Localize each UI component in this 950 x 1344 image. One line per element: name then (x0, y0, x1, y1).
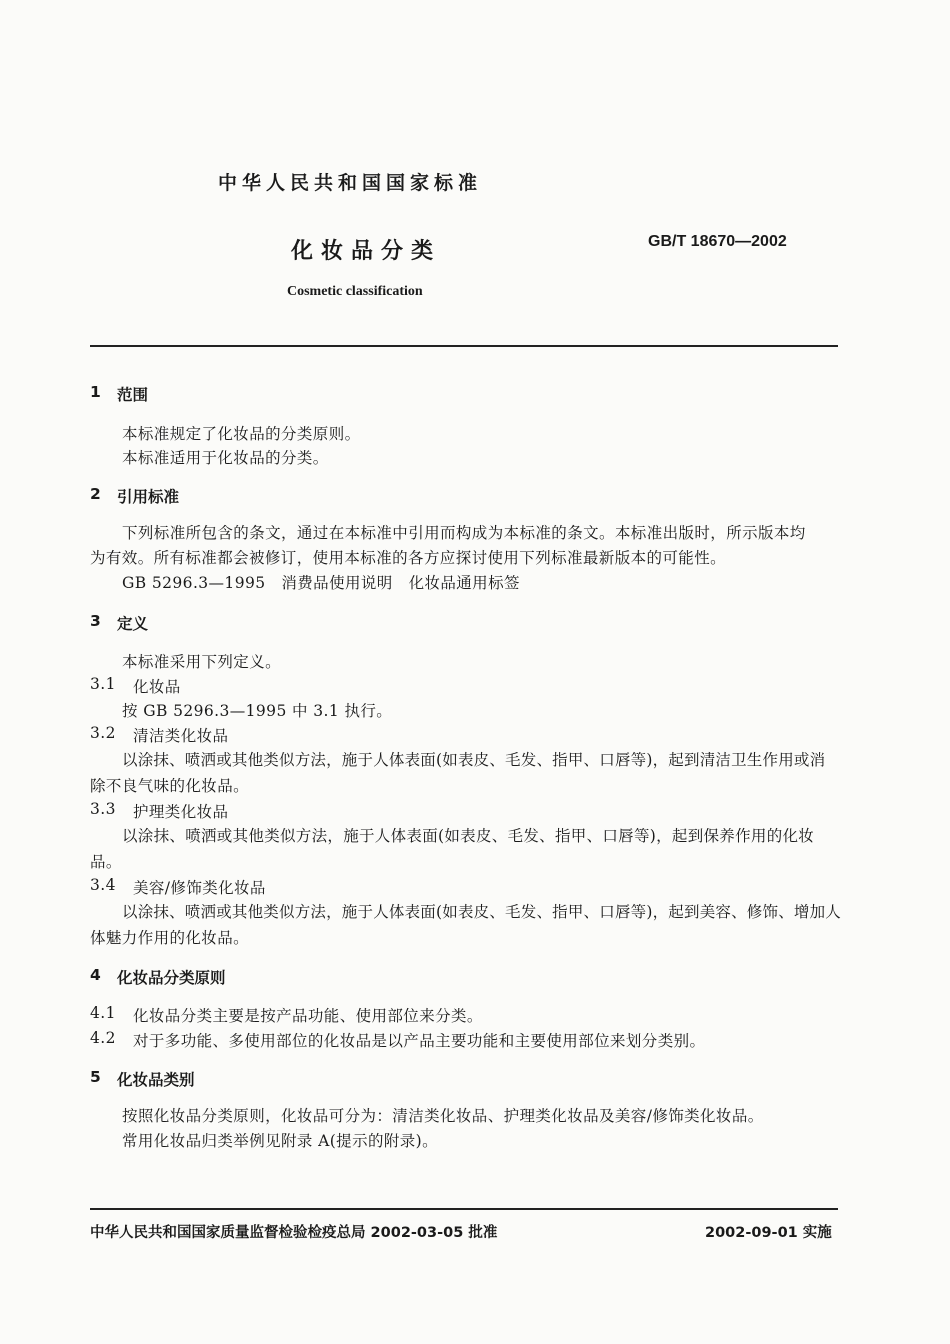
section-1-title: 范围 (117, 386, 149, 404)
definition-3-4-term: 美容/修饰类化妆品 (133, 879, 266, 897)
approval-statement: 中华人民共和国国家质量监督检验检疫总局 2002-03-05 批准 (90, 1225, 498, 1241)
clause-4-1-number: 4.1 (90, 1004, 116, 1022)
section-3-title: 定义 (117, 615, 149, 633)
header-rule (90, 345, 838, 347)
definition-3-4-number: 3.4 (90, 876, 116, 894)
definition-3-2-line-1: 以涂抹、喷洒或其他类似方法，施于人体表面(如表皮、毛发、指甲、口唇等)，起到清洁卫生作用或消 (122, 751, 826, 769)
definition-3-3-line-2: 品。 (90, 853, 122, 871)
section-2-title: 引用标准 (117, 488, 180, 506)
definition-3-3-number: 3.3 (90, 800, 116, 818)
standard-number: GB/T 18670—2002 (648, 233, 787, 250)
definition-3-2-term: 清洁类化妆品 (133, 727, 229, 745)
definition-3-3-term: 护理类化妆品 (133, 803, 229, 821)
footer-rule (90, 1208, 838, 1210)
section-5-number: 5 (90, 1068, 101, 1086)
section-5-para-2: 常用化妆品归类举例见附录 A(提示的附录)。 (122, 1132, 439, 1150)
definition-3-1-text: 按 GB 5296.3—1995 中 3.1 执行。 (122, 702, 393, 720)
definition-3-3-line-1: 以涂抹、喷洒或其他类似方法，施于人体表面(如表皮、毛发、指甲、口唇等)，起到保养作用的化妆 (122, 827, 815, 845)
section-3-number: 3 (90, 612, 101, 630)
section-2-reference: GB 5296.3—1995 消费品使用说明 化妆品通用标签 (122, 574, 520, 592)
section-1-para-2: 本标准适用于化妆品的分类。 (122, 449, 329, 467)
clause-4-1-text: 化妆品分类主要是按产品功能、使用部位来分类。 (133, 1007, 483, 1025)
section-2-para-line-1: 下列标准所包含的条文，通过在本标准中引用而构成为本标准的条文。本标准出版时，所示版本均 (122, 524, 806, 542)
definition-3-4-line-1: 以涂抹、喷洒或其他类似方法，施于人体表面(如表皮、毛发、指甲、口唇等)，起到美容、修饰、增加人 (122, 903, 841, 921)
definition-3-1-number: 3.1 (90, 675, 116, 693)
document-title: 化妆品分类 (291, 239, 442, 264)
effective-date: 2002-09-01 实施 (705, 1225, 832, 1241)
section-3-intro: 本标准采用下列定义。 (122, 653, 282, 671)
clause-4-2-number: 4.2 (90, 1029, 116, 1047)
section-1-para-1: 本标准规定了化妆品的分类原则。 (122, 425, 361, 443)
clause-4-2-text: 对于多功能、多使用部位的化妆品是以产品主要功能和主要使用部位来划分类别。 (133, 1032, 706, 1050)
section-4-number: 4 (90, 966, 101, 984)
section-2-number: 2 (90, 485, 101, 503)
section-2-para-line-2: 为有效。所有标准都会被修订，使用本标准的各方应探讨使用下列标准最新版本的可能性。 (90, 549, 727, 567)
org-title: 中华人民共和国国家标准 (218, 172, 483, 194)
definition-3-2-number: 3.2 (90, 724, 116, 742)
section-5-title: 化妆品类别 (117, 1071, 195, 1089)
definition-3-2-line-2: 除不良气味的化妆品。 (90, 777, 250, 795)
definition-3-1-term: 化妆品 (133, 678, 181, 696)
section-1-number: 1 (90, 383, 101, 401)
section-5-para-1: 按照化妆品分类原则，化妆品可分为：清洁类化妆品、护理类化妆品及美容/修饰类化妆品。 (122, 1107, 764, 1125)
english-title: Cosmetic classification (287, 284, 423, 299)
section-4-title: 化妆品分类原则 (117, 969, 226, 987)
definition-3-4-line-2: 体魅力作用的化妆品。 (90, 929, 250, 947)
